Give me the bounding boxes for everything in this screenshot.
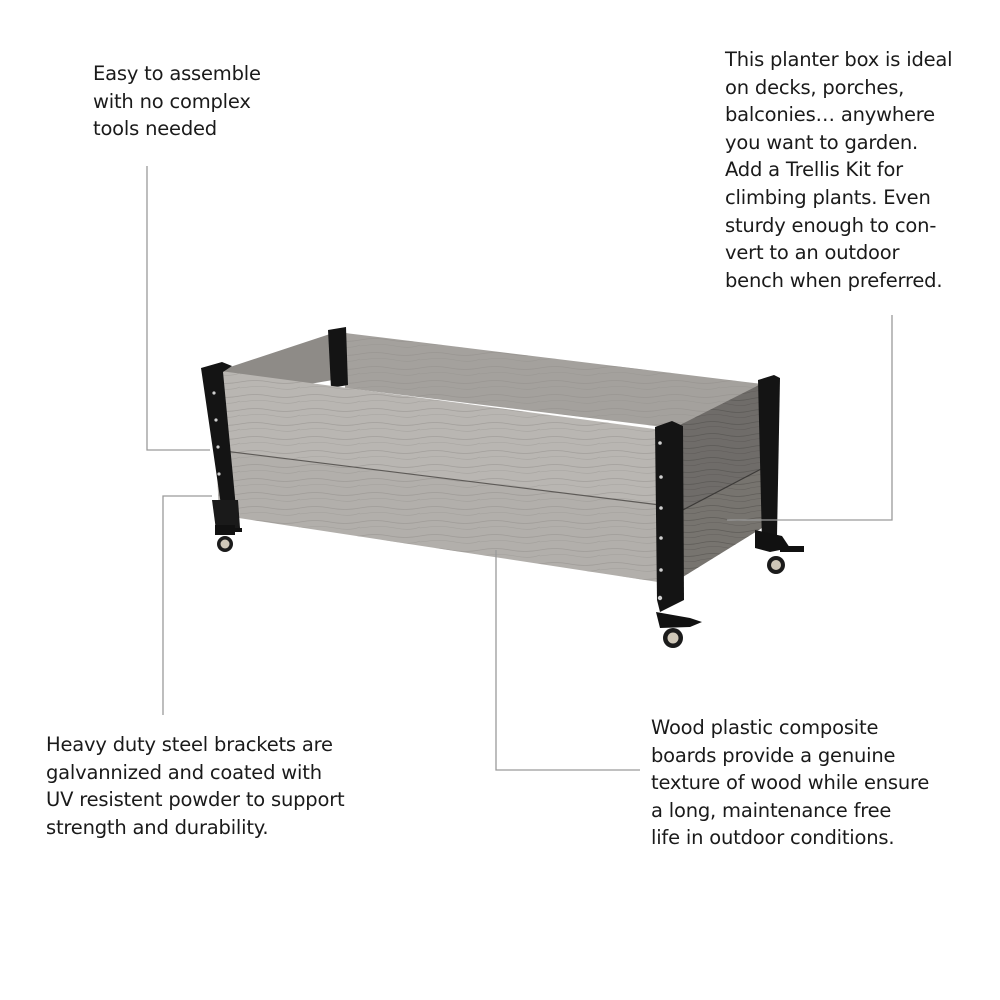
callout-line: a long, maintenance free (651, 798, 892, 822)
leader-line-wpc (496, 550, 640, 770)
callout-line: on decks, porches, (725, 75, 905, 99)
callout-line: galvannized and coated with (46, 760, 322, 784)
callout-line: This planter box is ideal (725, 48, 953, 71)
callout-line: Wood plastic composite (651, 716, 879, 739)
callout-line: with no complex (93, 89, 251, 113)
leader-line-brackets (163, 496, 212, 715)
callout-line: bench when preferred. (725, 268, 943, 292)
callout-line: boards provide a genuine (651, 743, 896, 767)
callout-easy-assembly (93, 60, 261, 143)
callout-line: Heavy duty steel brackets are (46, 733, 333, 756)
callout-line: vert to an outdoor (725, 241, 900, 265)
callout-line: texture of wood while ensure (651, 771, 930, 795)
callout-line: strength and durability. (46, 815, 269, 839)
callout-line: life in outdoor conditions. (651, 826, 895, 850)
front-right-bracket (655, 421, 684, 612)
caster-front-right (656, 612, 702, 648)
caster-front-left (215, 525, 242, 552)
leader-line-assemble (147, 166, 210, 450)
callout-line: Easy to assemble (93, 62, 261, 85)
callout-line: tools needed (93, 117, 217, 141)
callout-usage (725, 46, 952, 294)
callout-line: Add a Trellis Kit for (725, 158, 904, 182)
callout-line: climbing plants. Even (725, 185, 931, 209)
callout-line: balconies… anywhere (725, 103, 935, 127)
callout-line: you want to garden. (725, 130, 919, 154)
callout-steel-brackets (46, 731, 344, 841)
back-left-post (328, 327, 348, 388)
callout-line: sturdy enough to con- (725, 213, 937, 237)
callout-line: UV resistent powder to support (46, 788, 345, 812)
callout-wpc-boards (651, 714, 929, 852)
